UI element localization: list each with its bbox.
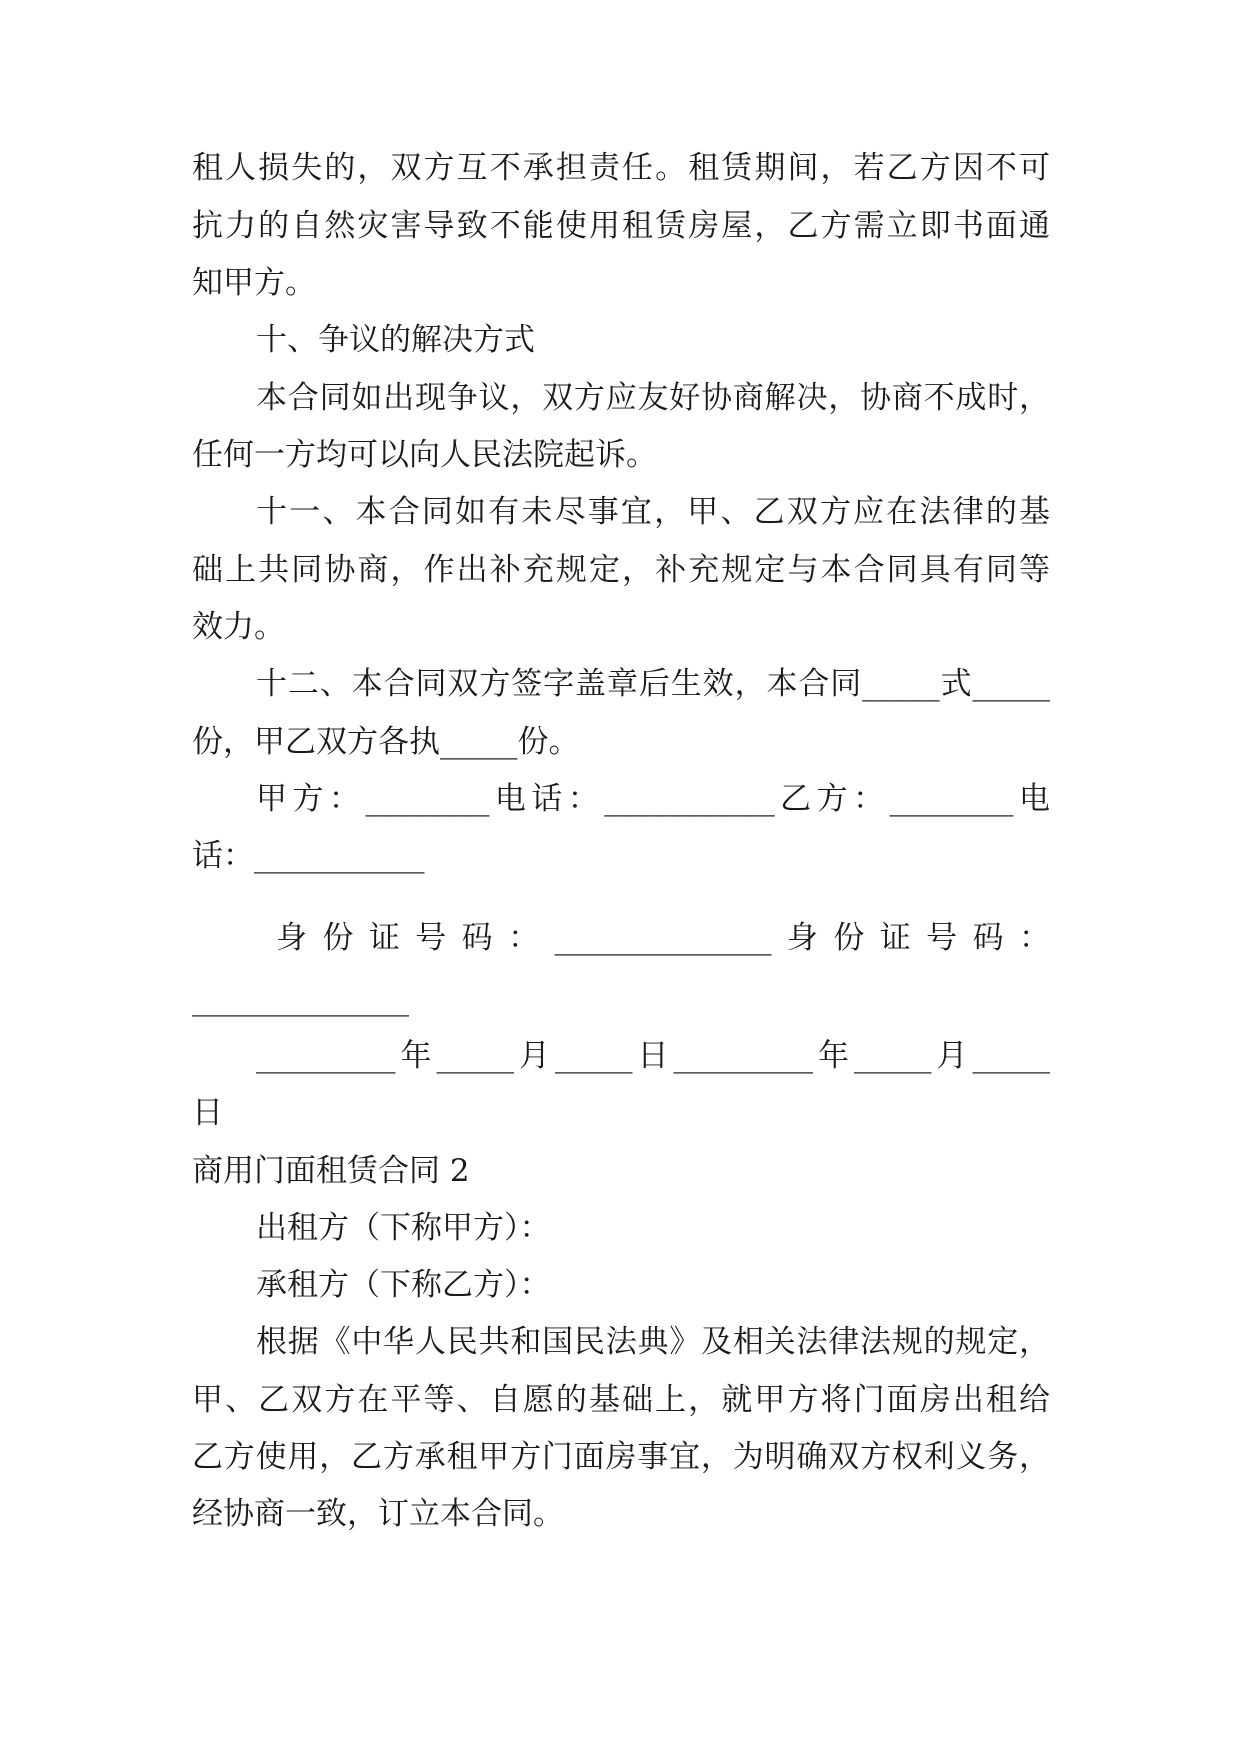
signature-line: 甲方：________电话：___________乙方：________电 — [256, 781, 1050, 817]
section-heading: 十、争议的解决方式 — [256, 322, 535, 358]
lessee-line: 承租方（下称乙方）： — [256, 1267, 551, 1303]
paragraph-line: 十二、本合同双方签字盖章后生效，本合同_____式_____ — [256, 666, 1050, 702]
paragraph-line: 乙方使用，乙方承租甲方门面房事宜，为明确双方权利义务， — [192, 1439, 1050, 1475]
date-line: _________年_____月_____日_________年_____月_____ — [256, 1038, 1050, 1074]
paragraph-line: 本合同如出现争议，双方应友好协商解决，协商不成时， — [256, 380, 1050, 416]
paragraph-line: 知甲方。 — [192, 265, 316, 301]
signature-line: 话：___________ — [192, 838, 425, 874]
paragraph-line: 抗力的自然灾害导致不能使用租赁房屋，乙方需立即书面通 — [192, 208, 1050, 244]
paragraph-line: 份，甲乙双方各执_____份。 — [192, 724, 580, 760]
id-number-line: ______________ — [192, 981, 409, 1017]
paragraph-line: 根据《中华人民共和国民法典》及相关法律法规的规定， — [256, 1324, 1050, 1360]
paragraph-line: 租人损失的，双方互不承担责任。租赁期间，若乙方因不可 — [192, 150, 1050, 186]
lessor-line: 出租方（下称甲方）： — [256, 1210, 551, 1246]
paragraph-line: 础上共同协商，作出补充规定，补充规定与本合同具有同等 — [192, 552, 1050, 588]
paragraph-line: 十一、本合同如有未尽事宜，甲、乙双方应在法律的基 — [256, 494, 1050, 530]
paragraph-line: 经协商一致，订立本合同。 — [192, 1496, 564, 1532]
paragraph-line: 效力。 — [192, 609, 285, 645]
date-line: 日 — [192, 1095, 223, 1131]
paragraph-line: 甲、乙双方在平等、自愿的基础上，就甲方将门面房出租给 — [192, 1382, 1050, 1418]
contract-title: 商用门面租赁合同 2 — [192, 1153, 470, 1189]
id-number-line: 身份证号码：______________身份证号码： — [276, 920, 1050, 956]
paragraph-line: 任何一方均可以向人民法院起诉。 — [192, 437, 657, 473]
